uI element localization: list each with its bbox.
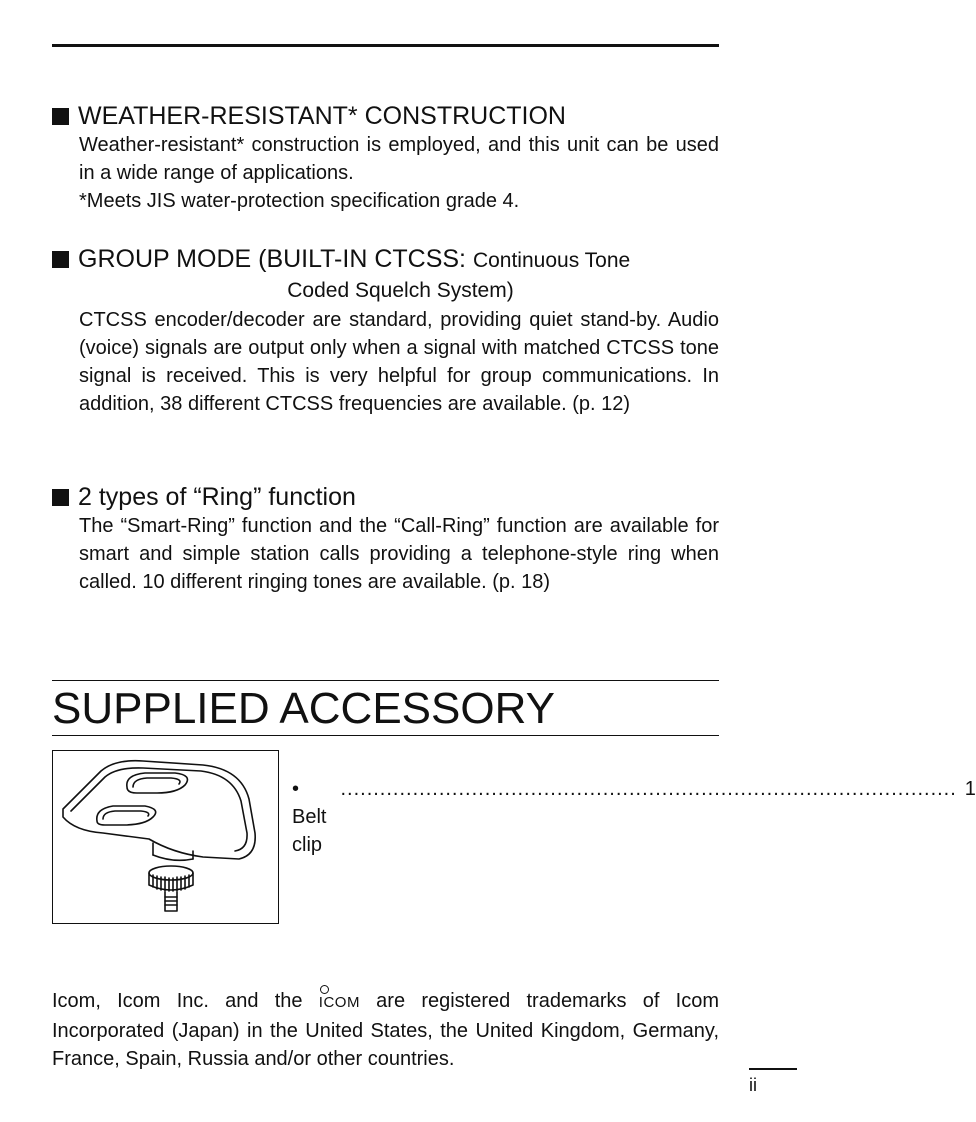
section-body <box>79 512 719 596</box>
square-bullet-icon <box>52 489 69 506</box>
accessory-item-quantity: 1 <box>964 778 976 800</box>
section-title <box>78 244 630 276</box>
section-heading <box>52 482 719 512</box>
belt-clip-icon <box>53 751 278 923</box>
section-body <box>79 306 719 418</box>
belt-clip-illustration <box>52 750 279 924</box>
section-title-line2: Coded Squelch System) <box>287 279 514 302</box>
paragraph: Weather-resistant* construction is employed, and this unit can be used in a wide range of applications. <box>79 134 719 184</box>
paragraph: CTCSS encoder/decoder are standard, providing quiet stand-by. Audio (voice) signals are output only when a signal with matched CTCSS tone signal is received. This is very helpful for group communications. In addition, 38 different CTCSS frequencies are available. (p. 12) <box>79 309 719 415</box>
section-body <box>79 131 719 215</box>
accessory-item-label: • Belt clip <box>292 778 327 856</box>
square-bullet-icon <box>52 108 69 125</box>
paragraph: The “Smart-Ring” function and the “Call-Ring” function are available for smart and simple station calls providing a telephone-style ring when called. 10 different ringing tones are available. (p. 18) <box>79 515 719 593</box>
section-title-main: GROUP MODE (BUILT-IN CTCSS: <box>78 245 473 273</box>
section-ring-function <box>52 482 719 596</box>
trademark-text-start: Icom, Icom Inc. and the <box>52 990 319 1012</box>
supplied-accessory-title: SUPPLIED ACCESSORY <box>52 680 719 736</box>
section-title-small: Continuous Tone <box>472 249 631 272</box>
icom-logo <box>319 994 360 1011</box>
top-rule <box>52 44 719 47</box>
trademark-text-end: are registered trademarks of Icom Incorporated (Japan) in the United States, the United Kingdom, Germany, France, Spain, Russia and/or other countries. <box>52 990 719 1070</box>
section-title: WEATHER-RESISTANT* CONSTRUCTION <box>78 102 566 130</box>
section-title: 2 types of “Ring” function <box>78 483 356 511</box>
footnote: *Meets JIS water-protection specification grade 4. <box>79 190 520 212</box>
accessory-item-belt-clip <box>292 775 976 859</box>
page-number: ii <box>749 1075 757 1095</box>
icom-logo-text: ICOM <box>318 994 360 1011</box>
leader-dots: .............................................................................................. <box>340 778 957 800</box>
section-weather-resistant <box>52 101 719 215</box>
section-heading <box>52 244 719 276</box>
page-number-rule <box>749 1068 797 1070</box>
section-heading <box>52 101 719 131</box>
logo-dot-icon <box>320 985 329 994</box>
trademark-note <box>52 987 719 1073</box>
square-bullet-icon <box>52 251 69 268</box>
section-group-mode <box>52 244 719 418</box>
